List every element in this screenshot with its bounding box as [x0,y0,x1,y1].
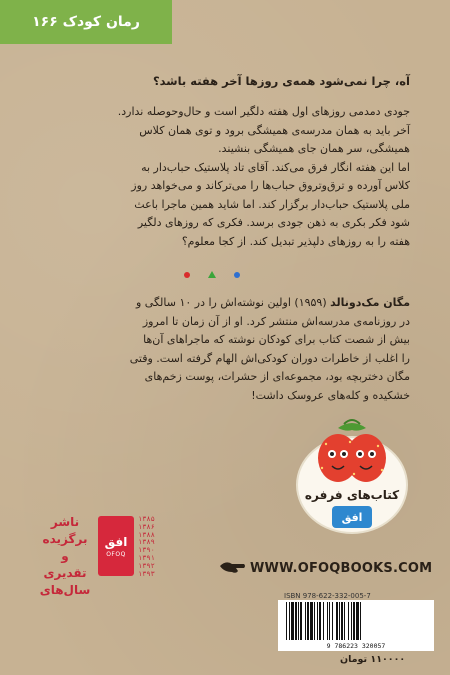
award-year: ۱۳۸۹ [138,538,155,547]
barcode-bar [291,602,294,640]
award-line: و تقدیری [43,549,87,580]
author-line: مگان دختربچه بود، مجموعه‌ای از حشرات، پوست زخم‌های [144,370,410,383]
hand-pointer-icon [218,556,248,576]
barcode-bar [286,602,287,640]
barcode-bar [341,602,343,640]
barcode-bar [360,602,361,640]
publisher-logo-en: OFOQ [106,550,126,558]
barcode-graphic [284,602,428,640]
barcode-bar [339,602,340,640]
barcode-bar [289,602,290,640]
barcode-bar [310,602,313,640]
blurb-question: آه، چرا نمی‌شود همه‌ی روزها آخر هفته باشد؟ [152,74,410,88]
author-line: در روزنامه‌ی مدرسه‌اش منتشر کرد. او از آن زمان تا امروز [142,314,410,328]
barcode-bar [307,602,309,640]
barcode-bar [327,602,328,640]
author-line: را اغلب از خاطرات دوران کودکی‌اش الهام گرفته است. وقتی [129,351,410,365]
barcode-bar [319,602,321,640]
award-year: ۱۳۹۲ [138,561,155,570]
barcode-bar [356,602,359,640]
barcode-bar [332,602,333,640]
barcode-bar [344,602,345,640]
award-line: سال‌های [39,583,91,597]
award-line: ناشر [50,515,80,529]
award-years [138,516,178,578]
red-dot-icon [184,272,190,278]
price-label: ۱۱۰۰۰۰ تومان [340,654,406,665]
award-year: ۱۳۸۶ [138,522,155,531]
blue-dot-icon [234,272,240,278]
barcode-bar [295,602,297,640]
series-banner-label: رمان کودک ۱۶۶ [32,14,140,30]
barcode-bar [323,602,324,640]
blurb-line: شود فکر بکری به ذهن جودی برسد. فکری که روزهای دلگیر [137,216,410,229]
award-year: ۱۳۹۱ [138,553,155,562]
blurb-line: کلاس آورده و ترق‌وتروق حباب‌ها را می‌ترکاند و می‌خواهد روز [131,179,410,192]
publisher-logo-fa: افق [104,534,128,549]
barcode-bar [317,602,318,640]
blurb-line: اما این هفته انگار فرق می‌کند. آقای تاد پلاستیک حباب‌دار به [141,160,410,174]
publisher-logo [98,516,134,576]
barcode-bar [336,602,338,640]
barcode-bar [351,602,352,640]
award-year: ۱۳۸۸ [138,530,155,539]
award-year: ۱۳۹۳ [138,569,155,578]
award-line: برگزیده [42,532,88,546]
barcode-bar [353,602,355,640]
publisher-mark: افق [332,506,372,528]
barcode-bar [298,602,299,640]
barcode-bar [329,602,330,640]
author-line-first [36,294,410,313]
award-year: ۱۳۹۰ [138,546,155,555]
website-url: WWW.OFOQBOOKS.COM [250,561,433,576]
blurb-line: جودی دمدمی روزهای اول هفته دلگیر است و حال‌وحوصله ندارد. [117,105,410,118]
series-logo-text: کتاب‌های فرفره [304,488,400,502]
author-name: مگان مک‌دونالد [330,296,410,309]
series-logo [296,418,408,534]
barcode-bar [300,602,302,640]
author-bio [36,294,410,405]
barcode-bar [305,602,306,640]
publisher-award-badge [38,512,182,597]
author-line: بیش از شصت کتاب برای کودکان نوشته که ماجراهای آن‌ها [143,333,410,346]
barcode [278,600,434,650]
award-year: ۱۳۸۵ [138,515,155,523]
strawberry-mascot-icon [312,418,392,490]
blurb-line: همیشگی، سر همان جای همیشگی بنشیند. [218,142,410,155]
green-triangle-icon [208,271,216,278]
blurb-paragraph [36,103,410,251]
barcode-bar [348,602,349,640]
author-line: (۱۹۵۹) اولین نوشته‌اش را در ۱۰ سالگی و [135,296,331,309]
blurb-line: ملی پلاستیک حباب‌دار برگزار کند. اما شاید همین ماجرا باعث [134,197,410,211]
author-line: خشکیده و کله‌های عروسک داشت! [251,388,410,402]
barcode-bar [314,602,315,640]
decorative-separator [184,271,240,278]
award-text [38,514,92,599]
barcode-digits: 9 786223 320057 [278,642,434,651]
blurb-line: هفته را به روزهای دلپذیر تبدیل کند. از کجا معلوم؟ [181,234,410,248]
series-banner [0,0,172,44]
isbn-text: ISBN 978-622-332-005-7 [284,592,371,600]
blurb-line: آخر باید به همان مدرسه‌ی همیشگی برود و توی همان کلاس [139,123,410,137]
